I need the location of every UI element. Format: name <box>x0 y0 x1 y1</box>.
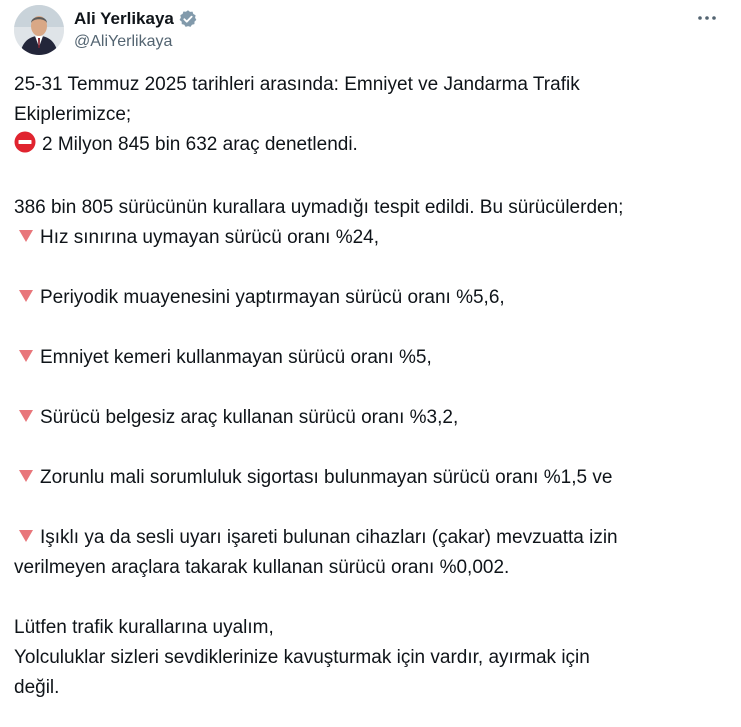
list-item <box>14 283 729 313</box>
avatar[interactable] <box>14 5 64 55</box>
down-triangle-icon <box>19 410 33 422</box>
list-item-text: Işıklı ya da sesli uyarı işareti bulunan cihazları (çakar) mevzuatta izin <box>40 527 618 548</box>
down-triangle-icon <box>19 290 33 302</box>
list-item-text: Periyodik muayenesini yaptırmayan sürücü oranı %5,6, <box>40 287 505 308</box>
list-item-text: Zorunlu mali sorumluluk sigortası bulunmayan sürücü oranı %1,5 ve <box>40 467 613 488</box>
list-item <box>14 343 729 373</box>
list-item <box>14 223 729 253</box>
list-item-text: Hız sınırına uymayan sürücü oranı %24, <box>40 227 379 248</box>
closing-line-2: Yolculuklar sizleri sevdiklerinize kavuşturmak için vardır, ayırmak için <box>14 647 590 668</box>
violations-line: 386 bin 805 sürücünün kurallara uymadığı tespit edildi. Bu sürücülerden; <box>14 197 624 218</box>
list-item <box>14 403 729 433</box>
checked-line <box>14 130 729 163</box>
list-item-text: Sürücü belgesiz araç kullanan sürücü oranı %3,2, <box>40 407 459 428</box>
list-item <box>14 523 729 553</box>
profile-photo <box>14 5 64 55</box>
intro-line-1: 25-31 Temmuz 2025 tarihleri arasında: Emniyet ve Jandarma Trafik <box>14 74 580 95</box>
more-options-icon[interactable] <box>695 6 719 30</box>
tweet-header <box>14 4 198 56</box>
list-item <box>14 463 729 493</box>
list-item-continuation: verilmeyen araçlara takarak kullanan sürücü oranı %0,002. <box>14 557 510 578</box>
verified-badge-icon <box>178 9 198 29</box>
author-info <box>74 8 198 53</box>
tweet-text <box>14 70 729 703</box>
closing-line-1: Lütfen trafik kurallarına uyalım, <box>14 617 274 638</box>
closing-line-3: değil. <box>14 677 60 698</box>
no-entry-icon <box>14 131 36 163</box>
down-triangle-icon <box>19 350 33 362</box>
down-triangle-icon <box>19 470 33 482</box>
list-item-text: Emniyet kemeri kullanmayan sürücü oranı %5, <box>40 347 432 368</box>
checked-text: 2 Milyon 845 bin 632 araç denetlendi. <box>42 134 358 155</box>
intro-line-2: Ekiplerimizce; <box>14 104 132 125</box>
author-handle[interactable]: @AliYerlikaya <box>74 32 173 50</box>
author-name[interactable]: Ali Yerlikaya <box>74 8 174 28</box>
down-triangle-icon <box>19 530 33 542</box>
down-triangle-icon <box>19 230 33 242</box>
